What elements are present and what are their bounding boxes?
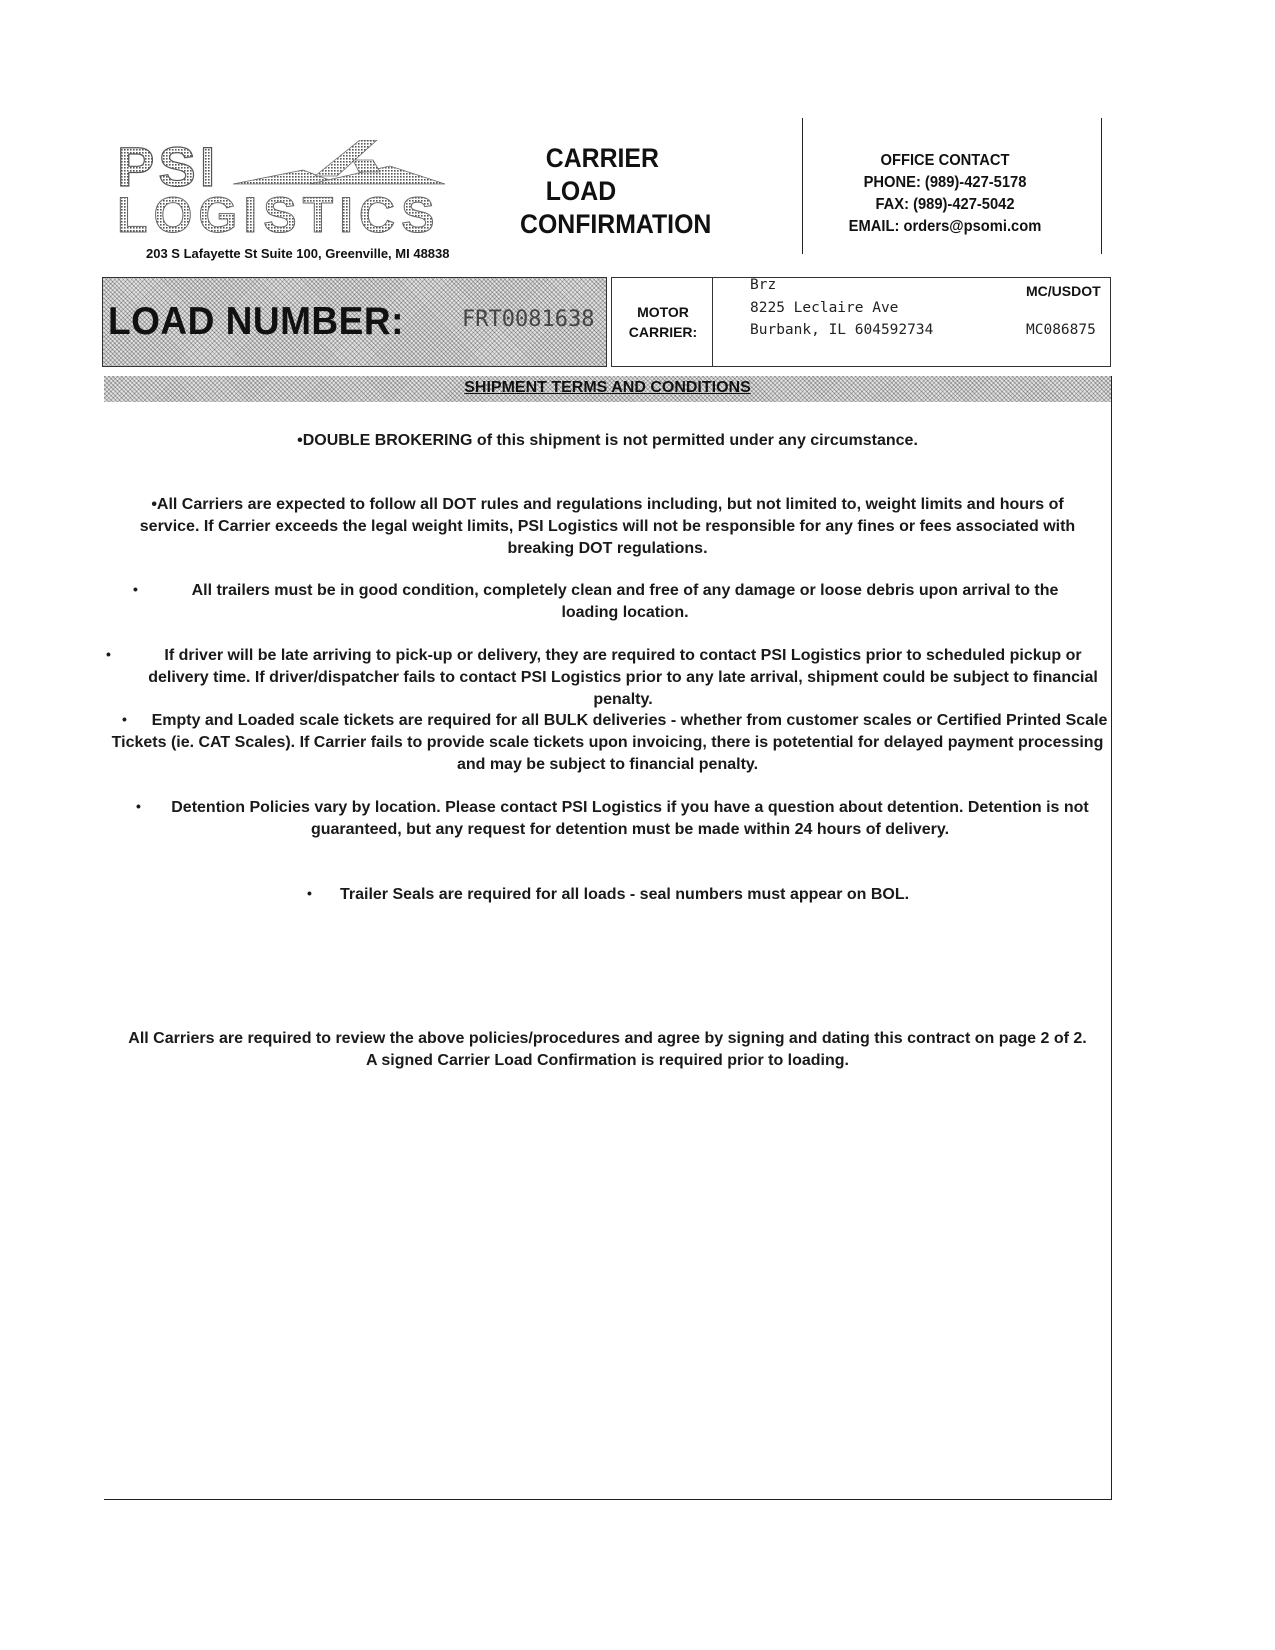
motor-carrier-label <box>614 302 712 342</box>
motor-carrier-label-line2: CARRIER: <box>628 324 698 340</box>
carrier-address: 8225 Leclaire Ave <box>750 300 899 316</box>
header-divider-left <box>802 118 803 254</box>
title-line-1: CARRIER LOAD <box>545 143 659 206</box>
terms-frame-right <box>1111 376 1112 1500</box>
office-phone: PHONE: (989)-427-5178 <box>863 174 1027 191</box>
load-number-label: LOAD NUMBER: <box>108 300 404 343</box>
motor-carrier-label-line1: MOTOR <box>637 304 689 320</box>
term-detention: Detention Policies vary by location. Please contact PSI Logistics if you have a question about detention. Detention is not guaranteed, but any request for detention must be made within 24 hours of delivery. <box>171 799 1089 838</box>
office-email: EMAIL: orders@psomi.com <box>848 218 1042 235</box>
mc-usdot-label: MC/USDOT <box>1026 283 1101 299</box>
document-title <box>520 142 732 241</box>
office-fax: FAX: (989)-427-5042 <box>875 196 1015 213</box>
term-bullet-4: • <box>106 646 111 662</box>
mc-usdot-value: MC086875 <box>1026 322 1096 338</box>
term-bullet-7: • <box>307 885 312 901</box>
term-bullet-5: • <box>122 711 127 727</box>
terms-frame-bottom <box>104 1499 1112 1500</box>
term-double-brokering: •DOUBLE BROKERING of this shipment is not permitted under any circumstance. <box>297 432 918 449</box>
carrier-name: Brz <box>750 277 777 293</box>
carrier-city: Burbank, IL 604592734 <box>750 322 934 338</box>
term-dot-rules: •All Carriers are expected to follow all DOT rules and regulations including, but not limited to, weight limits and hours of service. If Carrier exceeds the legal weight limits, PSI Logistics will not be responsible for any fines or fees associated with breaking DOT regulations. <box>139 496 1076 557</box>
terms-footer-agreement: All Carriers are required to review the above policies/procedures and agree by signing and dating this contract on page 2 of 2. A signed Carrier Load Confirmation is required prior to loading. <box>128 1030 1087 1069</box>
term-bullet-6: • <box>136 798 141 814</box>
term-bullet-3: • <box>133 581 138 597</box>
term-scale-tickets: Empty and Loaded scale tickets are required for all BULK deliveries - whether from customer scales or Certified Printed Scale Tickets (ie. CAT Scales). If Carrier fails to provide scale tickets upon invoicing, there is potetential for delayed payment processing and may be subject to financial penalty. <box>111 712 1108 773</box>
svg-text:PSI: PSI <box>117 140 220 198</box>
term-trailer-seals: Trailer Seals are required for all loads - seal numbers must appear on BOL. <box>340 886 910 903</box>
terms-header-text: SHIPMENT TERMS AND CONDITIONS <box>464 379 751 396</box>
psi-logistics-logo <box>115 140 490 240</box>
carrier-divider <box>712 277 713 367</box>
company-address: 203 S Lafayette St Suite 100, Greenville, MI 48838 <box>146 246 450 261</box>
header-divider-right <box>1101 118 1102 254</box>
office-contact-heading: OFFICE CONTACT <box>880 152 1010 169</box>
term-trailer-condition: All trailers must be in good condition, completely clean and free of any damage or loose debris upon arrival to the loading location. <box>191 582 1059 621</box>
term-late-arrival: If driver will be late arriving to pick-up or delivery, they are required to contact PSI Logistics prior to scheduled pickup or delivery time. If driver/dispatcher fails to contact PSI Logistics prior to any late arrival, shipment could be subject to financial penalty. <box>148 647 1098 708</box>
terms-header <box>104 376 1111 402</box>
load-number-value: FRT0081638 <box>462 307 595 332</box>
office-contact <box>821 150 1069 238</box>
title-line-2: CONFIRMATION <box>520 209 712 239</box>
svg-text:LOGISTICS: LOGISTICS <box>117 187 441 240</box>
